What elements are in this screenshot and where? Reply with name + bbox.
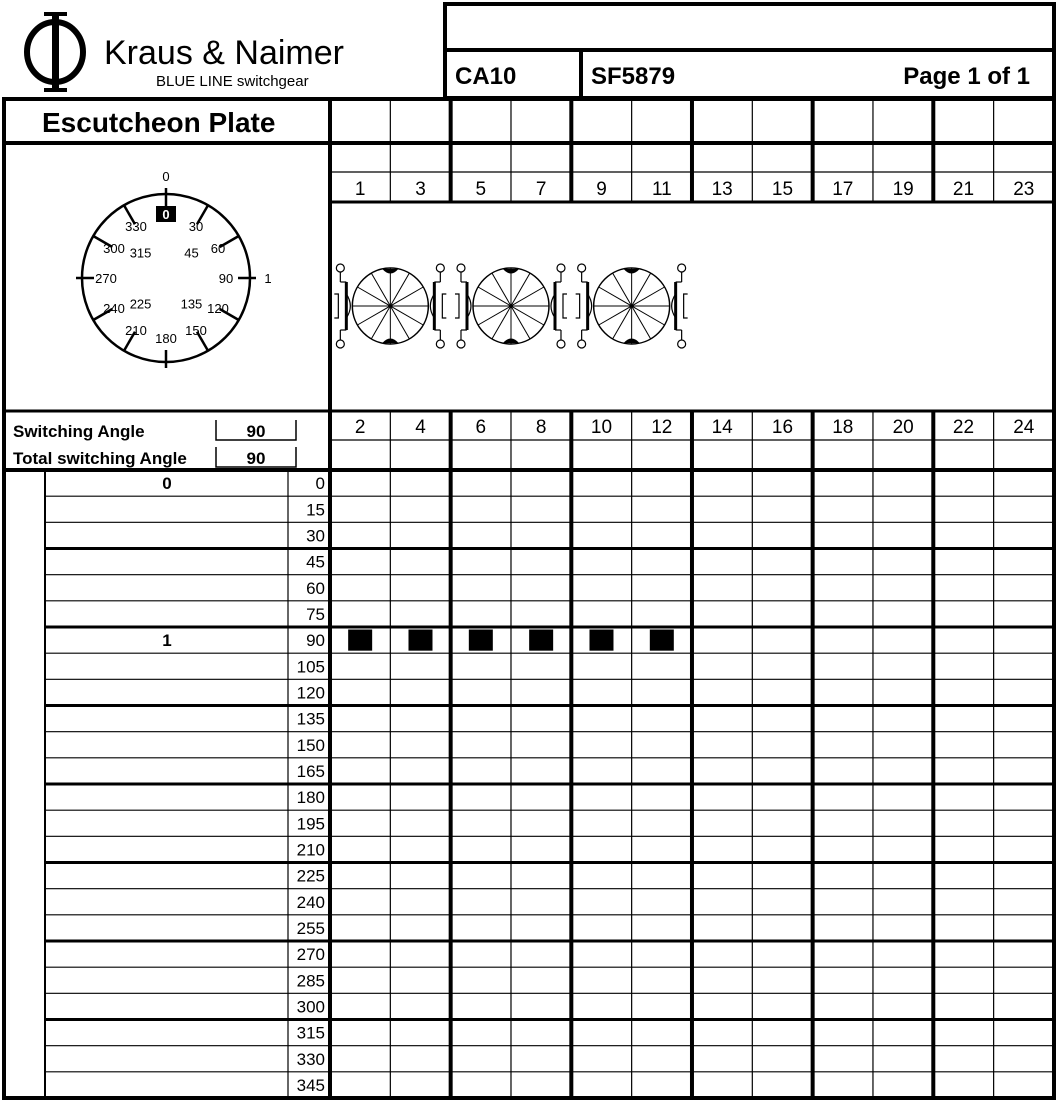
table-row-165 <box>297 762 325 781</box>
switching-angle-panel <box>13 420 296 468</box>
switching-angle-label: Switching Angle <box>13 422 145 441</box>
brand-tagline: BLUE LINE switchgear <box>156 73 309 90</box>
dial-degree-label: 180 <box>155 331 177 346</box>
position-angle: 285 <box>296 971 325 991</box>
page-indicator: Page 1 of 1 <box>903 63 1030 90</box>
terminal-bottom-6: 6 <box>475 417 487 438</box>
dial-inner-label: 225 <box>129 296 152 312</box>
table-row-330 <box>297 1050 325 1069</box>
table-row-105 <box>297 657 325 676</box>
closed-contact-marker <box>469 630 493 651</box>
closed-contact-marker <box>408 630 432 651</box>
brand-logo <box>27 12 344 92</box>
closed-contact-marker <box>589 630 613 651</box>
closed-contact-marker <box>650 630 674 651</box>
table-row-240 <box>297 893 325 912</box>
table-row-45 <box>306 553 325 572</box>
position-angle: 240 <box>296 892 325 912</box>
terminal-bottom-16: 16 <box>771 417 794 438</box>
dial-inner-label: 135 <box>180 296 203 312</box>
dial-position-label: 0 <box>162 169 170 184</box>
position-angle: 165 <box>296 761 325 781</box>
closed-contact-marker <box>529 630 553 651</box>
terminal-screw <box>557 264 565 272</box>
position-angle: 30 <box>306 526 325 546</box>
escutcheon-dial <box>76 169 272 368</box>
dial-inner-label: 315 <box>129 245 152 261</box>
table-row-15 <box>306 500 325 519</box>
position-angle: 345 <box>296 1075 325 1095</box>
table-row-90 <box>162 630 674 651</box>
model-code: CA10 <box>455 63 517 90</box>
terminal-top-9: 9 <box>596 179 607 200</box>
terminal-bottom-10: 10 <box>590 417 613 438</box>
terminal-screw <box>557 340 565 348</box>
terminal-screw <box>678 340 686 348</box>
table-row-345 <box>297 1076 325 1095</box>
table-row-75 <box>306 605 325 624</box>
brand-name: Kraus & Naimer <box>104 34 344 72</box>
terminal-bottom-2: 2 <box>354 417 366 438</box>
table-row-60 <box>306 579 325 598</box>
position-angle: 270 <box>296 945 325 965</box>
table-row-270 <box>297 945 325 964</box>
terminal-top-1: 1 <box>354 179 366 200</box>
terminal-top-5: 5 <box>475 179 487 200</box>
dial-degree-label: 270 <box>95 271 117 286</box>
position-angle: 300 <box>296 997 325 1017</box>
table-row-120 <box>297 683 325 702</box>
terminal-screw <box>336 340 344 348</box>
position-angle: 135 <box>296 709 325 729</box>
table-row-285 <box>297 971 325 990</box>
dial-degree-label: 330 <box>125 219 147 235</box>
table-row-300 <box>297 997 325 1016</box>
terminal-screw <box>457 264 465 272</box>
terminal-top-15: 15 <box>771 179 794 200</box>
terminal-screw <box>678 264 686 272</box>
terminal-screw <box>336 264 344 272</box>
terminal-screw <box>457 340 465 348</box>
position-angle: 225 <box>296 866 325 886</box>
terminal-top-23: 23 <box>1013 179 1035 200</box>
dial-degree-label: 30 <box>188 219 204 235</box>
terminal-top-21: 21 <box>952 179 975 200</box>
terminal-top-3: 3 <box>415 179 426 200</box>
terminal-bottom-4: 4 <box>415 417 426 438</box>
dial-degree-label: 300 <box>103 241 125 256</box>
table-row-180 <box>297 788 325 807</box>
table-row-315 <box>297 1024 325 1043</box>
position-angle: 195 <box>296 814 325 834</box>
position-angle: 150 <box>296 735 325 755</box>
table-row-225 <box>297 867 325 886</box>
terminal-top-17: 17 <box>832 179 854 200</box>
switching-table <box>45 470 1054 1098</box>
total-switching-angle-value: 90 <box>246 449 266 468</box>
drawing-number: SF5879 <box>591 63 676 90</box>
terminal-screw <box>436 264 444 272</box>
total-switching-angle-label: Total switching Angle <box>13 449 187 468</box>
position-angle: 120 <box>296 683 325 703</box>
position-angle: 45 <box>306 552 325 572</box>
terminal-top-11: 11 <box>651 179 672 200</box>
table-row-135 <box>297 710 325 729</box>
position-angle: 0 <box>315 474 325 494</box>
terminal-top-7: 7 <box>535 179 547 200</box>
dial-degree-label: 120 <box>207 301 229 316</box>
terminal-bottom-20: 20 <box>892 417 914 438</box>
terminal-bottom-22: 22 <box>952 417 975 438</box>
dial-degree-label: 60 <box>210 241 226 256</box>
terminal-screw <box>578 340 586 348</box>
position-angle: 60 <box>306 578 325 598</box>
table-row-255 <box>297 919 325 938</box>
position-angle: 210 <box>296 840 325 860</box>
terminal-top-19: 19 <box>892 179 914 200</box>
dial-position-label: 1 <box>264 271 272 286</box>
position-angle: 180 <box>296 788 325 808</box>
position-angle: 90 <box>306 631 325 651</box>
terminal-bottom-12: 12 <box>651 417 673 438</box>
terminal-bottom-8: 8 <box>535 417 547 438</box>
position-angle: 255 <box>296 918 325 938</box>
table-row-30 <box>306 526 325 545</box>
dial-degree-label: 150 <box>185 322 207 338</box>
phi-logo-icon <box>27 12 83 92</box>
terminal-bottom-14: 14 <box>711 417 733 438</box>
terminal-bottom-24: 24 <box>1013 417 1035 438</box>
terminal-bottom-18: 18 <box>832 417 854 438</box>
terminal-screw <box>578 264 586 272</box>
page-title: Escutcheon Plate <box>42 107 276 138</box>
position-label: 1 <box>162 631 172 651</box>
dial-degree-label: 90 <box>218 271 234 286</box>
switching-angle-value: 90 <box>246 422 266 441</box>
position-angle: 105 <box>296 657 325 677</box>
position-angle: 15 <box>306 500 325 520</box>
dial-inner-label: 45 <box>184 245 199 261</box>
closed-contact-marker <box>348 630 372 651</box>
terminal-top-13: 13 <box>711 179 733 200</box>
grid-lines <box>330 99 1054 1098</box>
position-angle: 315 <box>296 1023 325 1043</box>
contact-area-background <box>332 204 1052 410</box>
terminal-screw <box>436 340 444 348</box>
table-row-0 <box>162 474 325 493</box>
position-angle: 75 <box>306 604 325 624</box>
table-row-150 <box>297 736 325 755</box>
dial-highlight-label: 0 <box>162 207 170 222</box>
table-row-210 <box>297 840 325 859</box>
dial-degree-label: 240 <box>103 301 125 316</box>
position-angle: 330 <box>296 1049 325 1069</box>
dial-degree-label: 210 <box>125 322 147 338</box>
position-label: 0 <box>162 474 172 494</box>
table-row-195 <box>297 814 325 833</box>
